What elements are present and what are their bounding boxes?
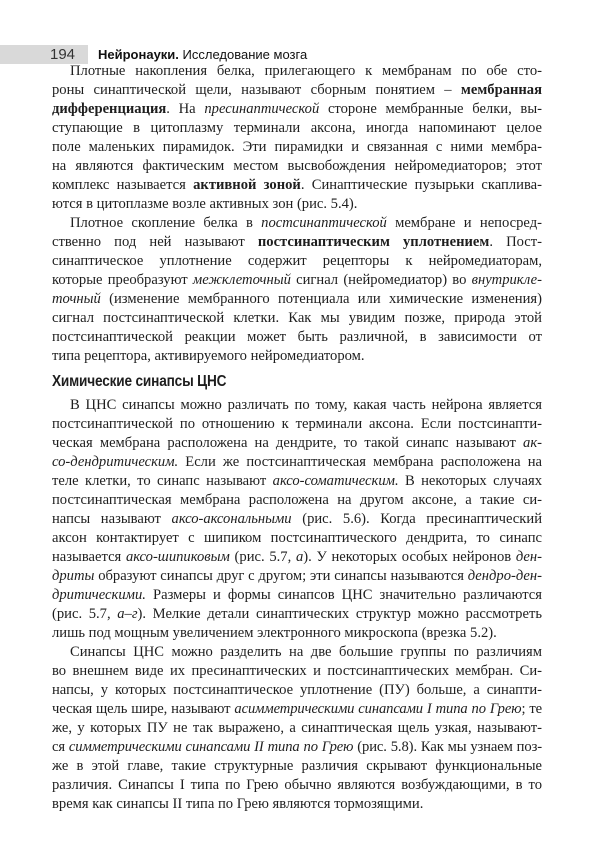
text-run: различия. Синапсы I типа по Грею обычно являются возбуждающими, в то bbox=[52, 777, 542, 793]
text-line bbox=[52, 586, 542, 605]
text-run: постсинаптической реакции может быть различной, в зависимости от bbox=[52, 329, 542, 345]
text-run: . На bbox=[166, 101, 205, 117]
text-line bbox=[52, 719, 542, 738]
text-run: ся bbox=[52, 739, 69, 755]
text-run: сигнал (нейромедиатор) во bbox=[290, 272, 472, 288]
text-run: Плотное скопление белка в bbox=[70, 215, 262, 231]
text-run: (рис. 5.8). Как мы узнаем поз- bbox=[353, 739, 542, 755]
bold-term: мембранная bbox=[460, 82, 542, 98]
book-title: Нейронауки. bbox=[98, 47, 179, 62]
text-run: мембране и непосред- bbox=[386, 215, 542, 231]
text-run: время как синапсы II типа по Грею являются тормозящими. bbox=[52, 796, 424, 812]
text-run: (рис. 5.7, bbox=[229, 549, 296, 565]
text-run: которые преобразуют bbox=[52, 272, 193, 288]
text-run: напсы, у которых постсинаптическое уплотнение (ПУ) больше, а синапти- bbox=[52, 682, 542, 698]
text-run: стороне мембранные белки, вы- bbox=[319, 101, 542, 117]
text-run: ступающие в цитоплазму терминали аксона, иногда напоминают целое bbox=[52, 120, 542, 136]
italic-term: дендро-ден- bbox=[467, 568, 542, 584]
text-run: В некоторых случаях bbox=[398, 473, 543, 489]
bold-term: активной зоной bbox=[193, 177, 301, 193]
italic-term: аксо-соматическим. bbox=[272, 473, 399, 489]
text-run: же в этой главе, такие структурные различия скрывают функциональные bbox=[52, 758, 542, 774]
text-run: ются в цитоплазме возле активных зон (рис. 5.4). bbox=[52, 196, 358, 212]
text-run: во внешнем виде их пресинаптических и постсинаптических мембран. Си- bbox=[52, 663, 542, 679]
italic-term: ден- bbox=[515, 549, 543, 565]
text-line bbox=[52, 700, 542, 719]
text-run: комплекс называется bbox=[52, 177, 194, 193]
text-line bbox=[52, 328, 542, 347]
text-run: поле маленьких пирамидок. Эти пирамидки и связанная с ними мембра- bbox=[52, 139, 542, 155]
text-line bbox=[52, 195, 542, 214]
text-run: сигнал постсинаптической клетки. Как мы увидим позже, природа этой bbox=[52, 310, 542, 326]
italic-term: а bbox=[295, 549, 304, 565]
text-run: (рис. 5.7, bbox=[52, 606, 118, 622]
text-line bbox=[52, 233, 542, 252]
text-line bbox=[52, 757, 542, 776]
page-number: 194 bbox=[50, 46, 76, 63]
text-line bbox=[52, 643, 542, 662]
text-line bbox=[52, 548, 542, 567]
italic-term: аксо-шипиковым bbox=[125, 549, 230, 565]
text-line bbox=[52, 472, 542, 491]
text-run: В ЦНС синапсы можно различать по тому, какая часть нейрона является bbox=[70, 397, 542, 413]
italic-term: симметрическими синапсами II типа по Грею bbox=[68, 739, 354, 755]
paragraph bbox=[52, 62, 542, 214]
text-line bbox=[52, 100, 542, 119]
text-line bbox=[52, 271, 542, 290]
text-line bbox=[52, 510, 542, 529]
italic-term: точный bbox=[52, 291, 101, 307]
text-line bbox=[52, 795, 542, 814]
text-line bbox=[52, 415, 542, 434]
italic-term: постсинаптической bbox=[261, 215, 387, 231]
text-run: лишь под мощным увеличением электронного микроскопа (врезка 5.2). bbox=[52, 625, 497, 641]
text-line bbox=[52, 396, 542, 415]
text-run: же, у которых ПУ не так выражено, а синаптическая щель узкая, называют- bbox=[52, 720, 542, 736]
text-line bbox=[52, 81, 542, 100]
text-line bbox=[52, 157, 542, 176]
page-body bbox=[52, 62, 542, 814]
paragraph bbox=[52, 643, 542, 814]
text-line bbox=[52, 567, 542, 586]
text-run: (изменение мембранного потенциала или химические изменения) bbox=[100, 291, 542, 307]
text-run: образуют синапсы друг с другом; эти синапсы называются bbox=[94, 568, 468, 584]
text-run: теле клетки, то синапс называют bbox=[52, 473, 273, 489]
text-run: . Пост- bbox=[489, 234, 542, 250]
text-run: напсы называют bbox=[52, 511, 172, 527]
bold-term: дифференциация bbox=[52, 101, 167, 117]
text-line bbox=[52, 138, 542, 157]
text-line bbox=[52, 176, 542, 195]
text-line bbox=[52, 434, 542, 453]
text-line bbox=[52, 309, 542, 328]
text-run: ческая щель шире, называют bbox=[52, 701, 235, 717]
text-run: Синапсы ЦНС можно разделить на две большие группы по различиям bbox=[70, 644, 542, 660]
text-line bbox=[52, 662, 542, 681]
text-line bbox=[52, 62, 542, 81]
italic-term: ак- bbox=[523, 435, 542, 451]
text-run: постсинаптическая мембрана расположена на другом аксоне, а такие си- bbox=[52, 492, 542, 508]
italic-term: межклеточный bbox=[192, 272, 291, 288]
text-run: ; те bbox=[521, 701, 542, 717]
bold-term: постсинаптическим уплотнением bbox=[257, 234, 490, 250]
paragraph bbox=[52, 214, 542, 366]
text-line bbox=[52, 681, 542, 700]
text-line bbox=[52, 776, 542, 795]
text-run: типа рецептора, активируемого нейромедиатором. bbox=[52, 348, 365, 364]
paragraph bbox=[52, 396, 542, 643]
text-line bbox=[52, 453, 542, 472]
text-line bbox=[52, 347, 542, 366]
text-run: ственно под ней называют bbox=[52, 234, 258, 250]
text-run: (рис. 5.6). Когда пресинаптический bbox=[291, 511, 542, 527]
text-run: ). У некоторых особых нейронов bbox=[303, 549, 516, 565]
text-line bbox=[52, 252, 542, 271]
italic-term: внутрикле- bbox=[471, 272, 542, 288]
italic-term: дриты bbox=[52, 568, 95, 584]
italic-term: со-дендритическим. bbox=[52, 454, 179, 470]
italic-term: пресинаптической bbox=[204, 101, 320, 117]
italic-term: аксо-аксональными bbox=[171, 511, 292, 527]
italic-term: асимметрическими синапсами I типа по Грею bbox=[234, 701, 522, 717]
text-line bbox=[52, 529, 542, 548]
text-run: на являются фактическим местом высвобождения нейромедиаторов; этот bbox=[52, 158, 542, 174]
text-run: Плотные накопления белка, прилегающего к мембранам по обе сто- bbox=[70, 63, 542, 79]
text-run: Размеры и формы синапсов ЦНС значительно различаются bbox=[145, 587, 542, 603]
text-run: называется bbox=[52, 549, 126, 565]
italic-term: а–г bbox=[117, 606, 138, 622]
text-line bbox=[52, 214, 542, 233]
text-line bbox=[52, 624, 542, 643]
text-line bbox=[52, 119, 542, 138]
text-run: роны синаптической щели, называют сборным понятием – bbox=[52, 82, 461, 98]
text-run: ). Мелкие детали синаптических структур можно рассмотреть bbox=[137, 606, 542, 622]
text-line bbox=[52, 738, 542, 757]
text-line bbox=[52, 605, 542, 624]
text-run: синаптическое уплотнение содержит рецепторы к нейромедиаторам, bbox=[52, 253, 542, 269]
text-run: постсинаптической по отношению к терминали аксона. Если постсинапти- bbox=[52, 416, 542, 432]
italic-term: дритическими. bbox=[52, 587, 146, 603]
text-line bbox=[52, 491, 542, 510]
text-run: Если же постсинаптическая мембрана расположена на bbox=[178, 454, 542, 470]
book-subtitle: Исследование мозга bbox=[182, 47, 308, 62]
text-line bbox=[52, 290, 542, 309]
section-heading: Химические синапсы ЦНС bbox=[52, 373, 227, 390]
text-run: аксон контактирует с шипиком постсинаптического дендрита, то синапс bbox=[52, 530, 542, 546]
text-run: . Синаптические пузырьки скаплива- bbox=[300, 177, 542, 193]
text-run: ческая мембрана расположена на дендрите, то такой синапс называют bbox=[52, 435, 524, 451]
